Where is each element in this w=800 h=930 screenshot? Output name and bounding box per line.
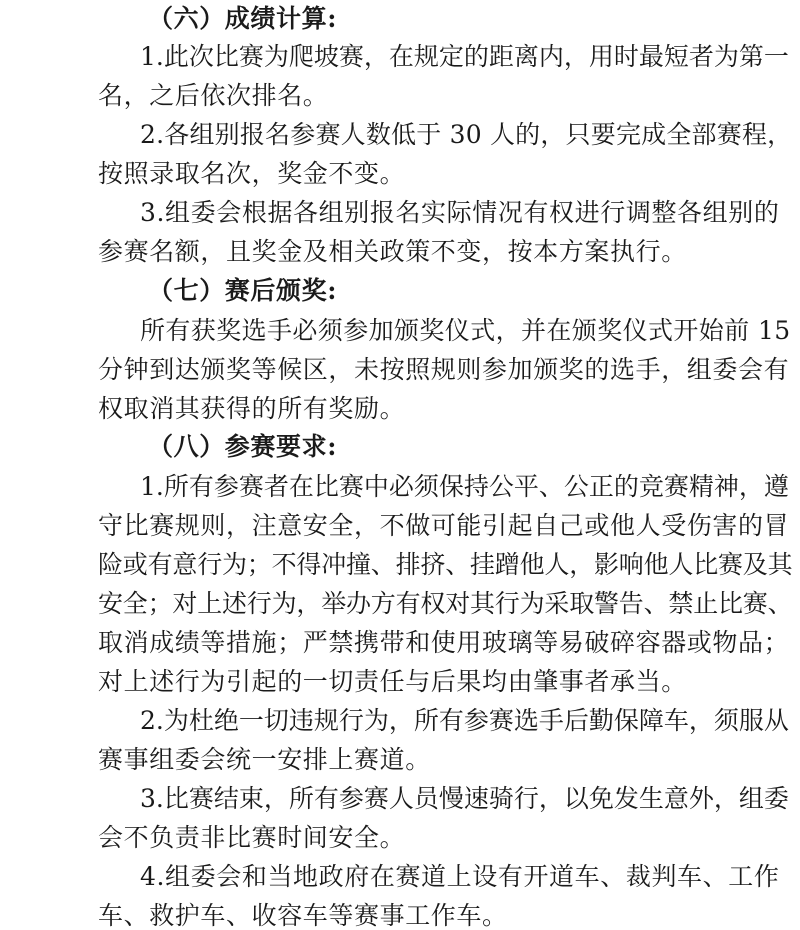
paragraph-line: 权取消其获得的所有奖励。 xyxy=(98,394,406,423)
paragraph-line: 2.为杜绝一切违规行为，所有参赛选手后勤保障车，须服从 xyxy=(140,706,789,735)
section-heading: （七）赛后颁奖: xyxy=(148,276,338,305)
paragraph-line: 取消成绩等措施；严禁携带和使用玻璃等易破碎容器或物品； xyxy=(98,628,790,657)
paragraph-line: 参赛名额，且奖金及相关政策不变，按本方案执行。 xyxy=(98,237,687,266)
paragraph-line: 分钟到达颁奖等候区，未按照规则参加颁奖的选手，组委会有 xyxy=(98,355,790,384)
paragraph-line: 会不负责非比赛时间安全。 xyxy=(98,823,406,852)
section-heading: （六）成绩计算: xyxy=(148,4,338,33)
paragraph-line: 守比赛规则，注意安全，不做可能引起自己或他人受伤害的冒 xyxy=(98,511,790,540)
paragraph-line: 3.组委会根据各组别报名实际情况有权进行调整各组别的 xyxy=(140,198,780,227)
section-heading: （八）参赛要求: xyxy=(148,432,338,461)
paragraph-line: 4.组委会和当地政府在赛道上设有开道车、裁判车、工作 xyxy=(140,862,780,891)
paragraph-line: 2.各组别报名参赛人数低于 30 人的，只要完成全部赛程， xyxy=(140,120,793,149)
paragraph-line: 名，之后依次排名。 xyxy=(98,81,329,110)
paragraph-line: 3.比赛结束，所有参赛人员慢速骑行，以免发生意外，组委 xyxy=(140,784,789,813)
paragraph-line: 险或有意行为；不得冲撞、排挤、挂蹭他人，影响他人比赛及其 xyxy=(98,550,793,579)
paragraph-line: 按照录取名次，奖金不变。 xyxy=(98,159,406,188)
paragraph-line: 赛事组委会统一安排上赛道。 xyxy=(98,745,431,774)
paragraph-line: 所有获奖选手必须参加颁奖仪式，并在颁奖仪式开始前 15 xyxy=(140,316,791,345)
paragraph-line: 1.所有参赛者在比赛中必须保持公平、公正的竞赛精神，遵 xyxy=(140,472,789,501)
paragraph-line: 车、救护车、收容车等赛事工作车。 xyxy=(98,901,508,930)
paragraph-line: 1.此次比赛为爬坡赛，在规定的距离内，用时最短者为第一 xyxy=(140,42,789,71)
paragraph-line: 安全；对上述行为，举办方有权对其行为采取警告、禁止比赛、 xyxy=(98,589,793,618)
paragraph-line: 对上述行为引起的一切责任与后果均由肇事者承当。 xyxy=(98,667,687,696)
